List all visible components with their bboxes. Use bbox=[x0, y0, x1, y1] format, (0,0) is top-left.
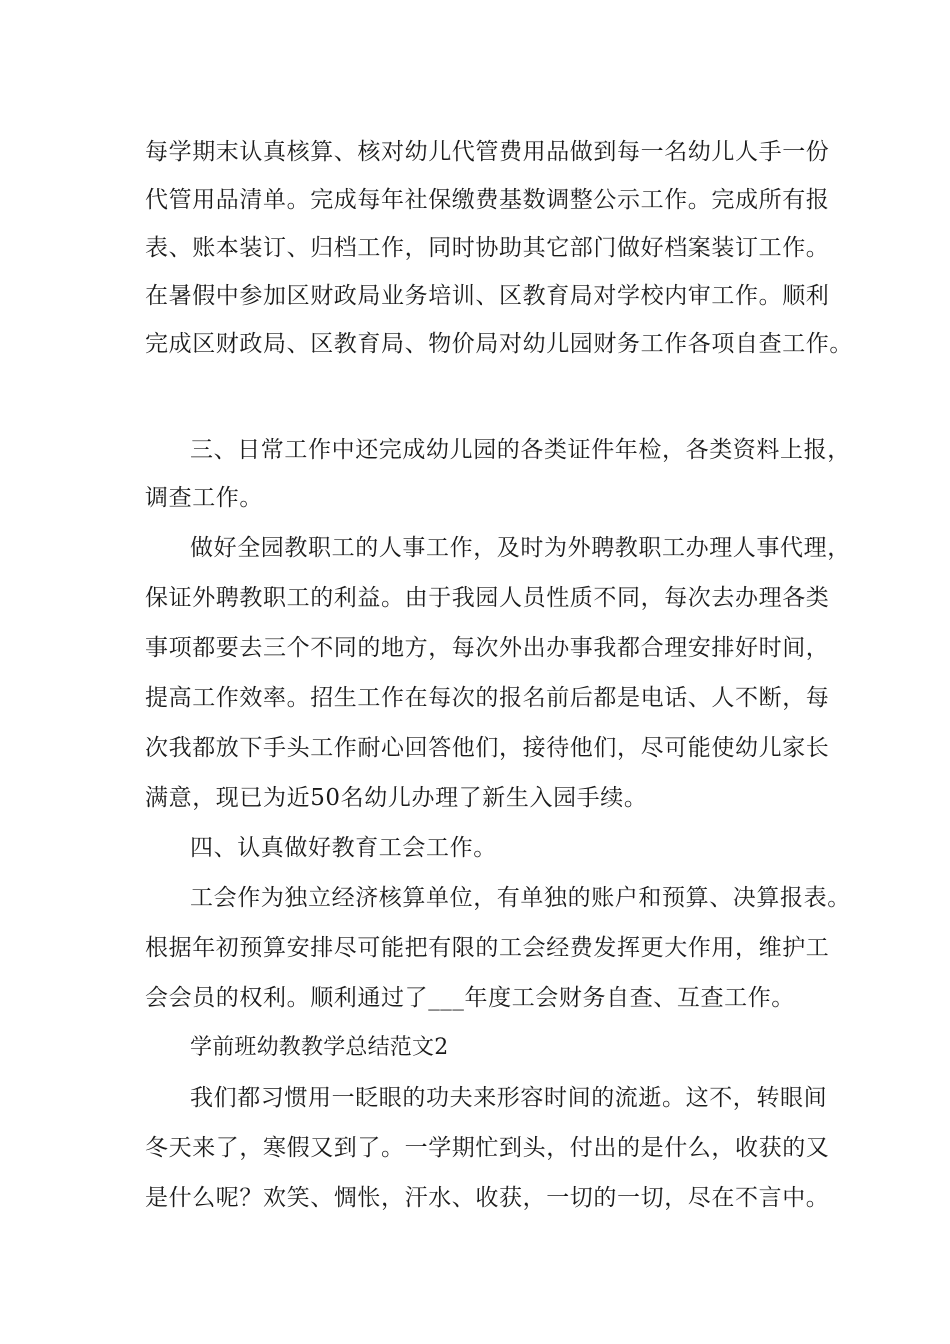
paragraph-line: 冬天来了，寒假又到了。一学期忙到头，付出的是什么，收获的又 bbox=[145, 1135, 830, 1161]
paragraph-line: 根据年初预算安排尽可能把有限的工会经费发挥更大作用，维护工 bbox=[145, 935, 830, 961]
paragraph-line: 调查工作。 bbox=[145, 485, 263, 511]
paragraph-line: 满意，现已为近50名幼儿办理了新生入园手续。 bbox=[145, 785, 648, 811]
paragraph-line: 表、账本装订、归档工作，同时协助其它部门做好档案装订工作。 bbox=[145, 235, 830, 261]
paragraph-line: 会会员的权利。顺利通过了___年度工会财务自查、互查工作。 bbox=[145, 985, 795, 1011]
paragraph-line: 保证外聘教职工的利益。由于我园人员性质不同，每次去办理各类 bbox=[145, 585, 830, 611]
paragraph-line: 工会作为独立经济核算单位，有单独的账户和预算、决算报表。 bbox=[190, 885, 851, 911]
paragraph-line: 完成区财政局、区教育局、物价局对幼儿园财务工作各项自查工作。 bbox=[145, 331, 853, 357]
paragraph-line: 做好全园教职工的人事工作，及时为外聘教职工办理人事代理， bbox=[190, 535, 851, 561]
article-title: 学前班幼教教学总结范文2 bbox=[190, 1035, 449, 1060]
paragraph-line: 代管用品清单。完成每年社保缴费基数调整公示工作。完成所有报 bbox=[145, 187, 830, 213]
paragraph-line: 次我都放下手头工作耐心回答他们，接待他们，尽可能使幼儿家长 bbox=[145, 735, 830, 761]
paragraph-line: 提高工作效率。招生工作在每次的报名前后都是电话、人不断，每 bbox=[145, 685, 830, 711]
paragraph-line: 每学期末认真核算、核对幼儿代管费用品做到每一名幼儿人手一份 bbox=[145, 139, 830, 165]
section-heading-four: 四、认真做好教育工会工作。 bbox=[190, 835, 497, 861]
paragraph-line: 我们都习惯用一眨眼的功夫来形容时间的流逝。这不，转眼间 bbox=[190, 1085, 828, 1111]
paragraph-line: 在暑假中参加区财政局业务培训、区教育局对学校内审工作。顺利 bbox=[145, 283, 830, 309]
paragraph-line: 是什么呢？欢笑、惆怅，汗水、收获，一切的一切，尽在不言中。 bbox=[145, 1185, 830, 1211]
paragraph-line: 事项都要去三个不同的地方，每次外出办事我都合理安排好时间， bbox=[145, 635, 830, 661]
section-heading-three: 三、日常工作中还完成幼儿园的各类证件年检，各类资料上报， bbox=[190, 437, 851, 463]
